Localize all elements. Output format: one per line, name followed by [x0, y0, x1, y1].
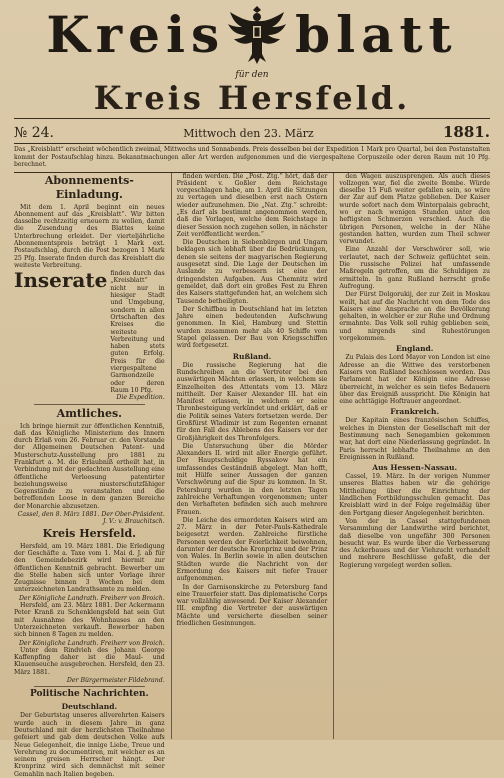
- inserate-block: [14, 270, 165, 394]
- russia-text-4: In der Garnisonskirche zu Petersburg fand eine Trauerfeier statt. Das diplomatische Corps war vollzählig anwesend. Der Kaiser Alexander III. empfing die Vertreter der auswärtigen Mächte und versicherte dieselben seiner friedlichen Gesinnungen.: [176, 583, 328, 628]
- heading-district: Kreis Hersfeld.: [42, 526, 137, 540]
- issue-number: № 24.: [14, 125, 54, 141]
- political-text: Der Geburtstag unseres allverehrten Kaisers wurde auch in diesem Jahre in ganz Deutschland mit der herzlichsten Theilnahme gefeiert und gab dem deutschen Volke aufs Neue Gelegenheit, die innige Liebe, Treue und Verehrung zu documentiren, mit welcher es an seinem greisen Herrscher hängt. Der Kronprinz wird sich demnächst mit seiner Gemahlin nach Italien begeben.: [14, 712, 165, 778]
- hessen-text-2: Von der in Cassel stattgefundenen Versammlung der Landwirthe wird berichtet, daß dieselbe von ungefähr 300 Personen besucht war. Es wurde über die Verbesserung des Ackerbaues und der Viehzucht verhandelt und mehrere Beschlüsse gefaßt, die der Regierung vorgelegt werden sollen.: [339, 517, 491, 569]
- district-signature-3: Der Bürgermeister Fildebrand.: [66, 677, 165, 685]
- col3-text-3: Der Fürst Dolgorukij, der zur Zeit in Moskau weilt, hat auf die Nachricht von dem Tode des Kaisers eine Ansprache an die Bevölkerung gehalten, in welcher er zur Ruhe und Ordnung ermahnte. Das Volk soll ruhig geblieben sein, und nirgends sind Ruhestörungen vorgekommen.: [339, 291, 491, 343]
- russia-text-3: Die Leiche des ermordeten Kaisers wird am 27. März in der Peter-Pauls-Kathedrale beigesetzt werden. Zahlreiche fürstliche Personen werden der Feierlichkeit beiwohnen, darunter der deutsche Kronprinz und der Prinz von Wales. In Berlin sowie in allen deutschen Städten wurde die Nachricht von der Ermordung des Kaisers mit tiefer Trauer aufgenommen.: [176, 516, 328, 583]
- subheading-hessen-nassau: Aus Hessen-Nassau.: [372, 463, 458, 473]
- inserate-heading: Inserate: [14, 268, 108, 293]
- col2-text-1: finden werden. Die „Post. Ztg.“ hört, daß der Präsident v. Goßler dem Reichstage vorgeschlagen habe, am 1. April die Sitzungen zu vertagen und dieselben erst nach Ostern wieder aufzunehmen. Die „Nat. Ztg.“ schreibt: „Es darf als bestimmt angenommen werden, daß die Vorlagen, welche dem Reichstage in dieser Session noch zugehen sollen, in nächster Zeit veröffentlicht werden.“: [176, 172, 328, 238]
- col3-text-1: den Wagen auszusprengen. Als auch dieses vollzogen war, fiel die zweite Bombe. Würde dieselbe 15 Fuß weiter gefallen sein, so wäre der Zar auf dem Platze geblieben. Der Kaiser wurde sofort nach dem Winterpalais gebracht, wo er nach wenigen Stunden unter den heftigsten Schmerzen verschied. Auch die übrigen Personen, welche in der Nähe gestanden hatten, wurden zum Theil schwer verwundet.: [339, 172, 491, 246]
- masthead: [14, 0, 490, 118]
- column-2: [171, 173, 328, 739]
- subheading-england: England.: [395, 344, 434, 354]
- expedition-signature: Die Expedition.: [116, 394, 165, 402]
- heading-official: Amtliches.: [56, 406, 122, 420]
- subheading-france: Frankreich.: [390, 407, 440, 417]
- issue-line: [14, 119, 490, 143]
- district-text-1: Hersfeld, am 19. März 1881. Die Erledigung der Geschäfte a. Taxe vom 1. Mai d. J. ab für den Gemeindebezirk wird hiermit zur öffentlichen Kenntniß gebracht. Bewerber um die Stelle haben sich unter Vorlage ihrer Zeugnisse binnen 3 Wochen bei dem unterzeichneten Landrathsamte zu melden.: [14, 542, 165, 594]
- col2-text-2: Die Deutschen in Siebenbürgen und Ungarn beklagen sich lebhaft über die Bedrückungen, denen sie seitens der magyarischen Regierung ausgesetzt sind. Die Lage der Deutschen im Auslande zu verbessern ist eine der dringendsten Aufgaben. Aus Chemnitz wird gemeldet, daß dort ein großes Fest zu Ehren des Kaisers stattgefunden hat, an welchem sich Tausende betheiligten.: [176, 239, 328, 305]
- issue-year: 1881.: [443, 123, 490, 141]
- england-text: Zu Palais des Lord Mayor von London ist eine Adresse an die Wittwe des verstorbenen Kaisers von Rußland beschlossen worden. Das Parlament hat der Königin eine Adresse überreicht, in welcher es sein tiefes Bedauern über das Ereigniß ausspricht. Die Königin hat eine achttägige Hoftrauer angeordnet.: [339, 354, 491, 406]
- divider: [34, 686, 145, 687]
- issue-date: Mittwoch den 23. März: [183, 127, 314, 140]
- subtitle-fuer-den: für den: [235, 70, 269, 80]
- subheading-russia: Rußland.: [232, 351, 272, 361]
- title-part-1: Kreis: [46, 5, 226, 64]
- eagle-crest-icon: [224, 2, 290, 68]
- heading-political: Politische Nachrichten.: [29, 689, 149, 700]
- col3-text-2: Eine Anzahl der Verschwörer soll, wie verlautet, nach der Schweiz geflüchtet sein. Die russische Polizei hat umfassende Maßregeln getroffen, um die Schuldigen zu ermitteln. In ganz Rußland herrscht große Aufregung.: [339, 246, 491, 290]
- inserate-text: finden durch das „Kreisblatt“ nicht nur in hiesiger Stadt und Umgebung, sondern in allen Ortschaften des Kreises die weiteste Verbreitung und haben stets guten Erfolg. Preis für die viergespaltene Garmondzeile oder deren Raum 10 Pfg.: [110, 270, 165, 394]
- hessen-text-1: Cassel, 19. März. In der vorigen Nummer unseres Blattes haben wir die gehörige Mittheilung über die Einrichtung der ländlichen Fortbildungsschulen gemacht. Das Kreisblatt wird in der Folge regelmäßig über den Fortgang dieser Angelegenheit berichten.: [339, 473, 491, 517]
- official-signature: Cassel, den 8. März 1881. Der Ober-Präsident. J. V.: v. Brauchitsch.: [17, 511, 165, 526]
- district-name: Kreis Hersfeld.: [93, 79, 411, 117]
- heading-subscription: Abonnements-Einladung.: [44, 173, 134, 201]
- district-text-2: Hersfeld, am 23. März 1881. Der Ackermann Peter Kranß zu Schenklengsfeld hat sein Gut mit Ausnahme des Wohnhauses an den Unterzeichneten verkauft. Bewerber haben sich binnen 8 Tagen zu melden.: [14, 602, 165, 639]
- russia-text-2: Die Untersuchung über die Mörder Alexanders II. wird mit aller Energie geführt. Der Hauptschuldige Ryssakow hat ein umfassendes Geständniß abgelegt. Man hofft, mit Hülfe seiner Aussagen der ganzen Verschwörung auf die Spur zu kommen. In St. Petersburg wurden in den letzten Tagen zahlreiche Verhaftungen vorgenommen; unter den Verhafteten befinden sich auch mehrere Frauen.: [176, 442, 328, 516]
- divider: [34, 404, 145, 405]
- district-signature-1: Der Königliche Landrath. Freiherr von Broich.: [18, 594, 165, 602]
- official-text: Ich bringe hiermit zur öffentlichen Kenntniß, daß das Königliche Ministerium des Innern durch Erlaß vom 26. Februar cr. den Vorstande der Allgemeinen Deutschen Patent- und Musterschutz-Ausstellung pro 1881 zu Frankfurt a. M. die Erlaubniß ertheilt hat, in Verbindung mit der gedachten Ausstellung eine öffentliche Verloosung patentirter beziehungsweise musterschutzfähiger Gegenstände zu veranstalten und die betreffenden Loose in dem ganzen Bereiche der Monarchie abzusetzen.: [14, 422, 165, 510]
- article-columns: [14, 172, 491, 778]
- column-3: [333, 173, 490, 739]
- subheading-germany: Deutschland.: [61, 702, 118, 712]
- russia-text-1: Die russische Regierung hat die Rundschreiben an die Vertreter bei den auswärtigen Mächten erlassen, in welchem sie Einzelheiten des Attentats vom 13. März mittheilt. Der Kaiser Alexander III. hat ein Manifest erlassen, in welchem er seine Thronbesteigung verkündet und erklärt, daß er die Politik seines Vaters fortsetzen werde. Der Großfürst Wladimir ist zum Regenten ernannt für den Fall des Ablebens des Kaisers vor der Großjährigkeit des Thronfolgers.: [176, 361, 328, 442]
- france-text: Der Kapitain eines französischen Schiffes, welches in Diensten der Gesellschaft mit der Bestimmung nach Senegambien gekommen war, hat dort eine Niederlassung gegründet. In Paris herrscht lebhafte Theilnahme an den Ereignissen in Rußland.: [339, 417, 491, 461]
- publication-notice: Das „Kreisblatt“ erscheint wöchentlich zweimal, Mittwochs und Sonnabends. Preis desselben bei der Expedition 1 Mark pro Quartal, bei den Postanstalten kommt der Postaufschlag hinzu. Bekanntmachungen aller Art werden aufgenommen und die viergespaltene Corpuszeile oder deren Raum mit 10 Pfg. berechnet.: [14, 146, 490, 168]
- district-text-3: Unter dem Rindvieh des Johann George Kaffenpfing daher ist die Maul- und Klauenseuche ausgebrochen. Hersfeld, den 23. März 1881.: [14, 646, 165, 676]
- subscription-text: Mit dem 1. April beginnt ein neues Abonnement auf das „Kreisblatt“. Wir bitten dasselbe rechtzeitig erneuern zu wollen, damit die Zusendung des Blattes keine Unterbrechung erleidet. Der vierteljährliche Abonnementspreis beträgt 1 Mark ext. Postaufschlag, durch die Post bezogen 1 Mark 25 Pfg. Inserate finden durch das Kreisblatt die weiteste Verbreitung.: [14, 203, 165, 269]
- title-part-2: blatt: [295, 5, 458, 64]
- col2-text-3: Der Schiffbau in Deutschland hat im letzten Jahre einen bedeutenden Aufschwung genommen. In Kiel, Hamburg und Stettin wurden zusammen mehr als 40 Schiffe vom Stapel gelassen. Der Bau von Kriegsschiffen wird fortgesetzt.: [176, 305, 328, 350]
- district-signature-2: Der Königliche Landrath. Freiherr von Broich.: [18, 639, 165, 647]
- column-1: [14, 173, 165, 778]
